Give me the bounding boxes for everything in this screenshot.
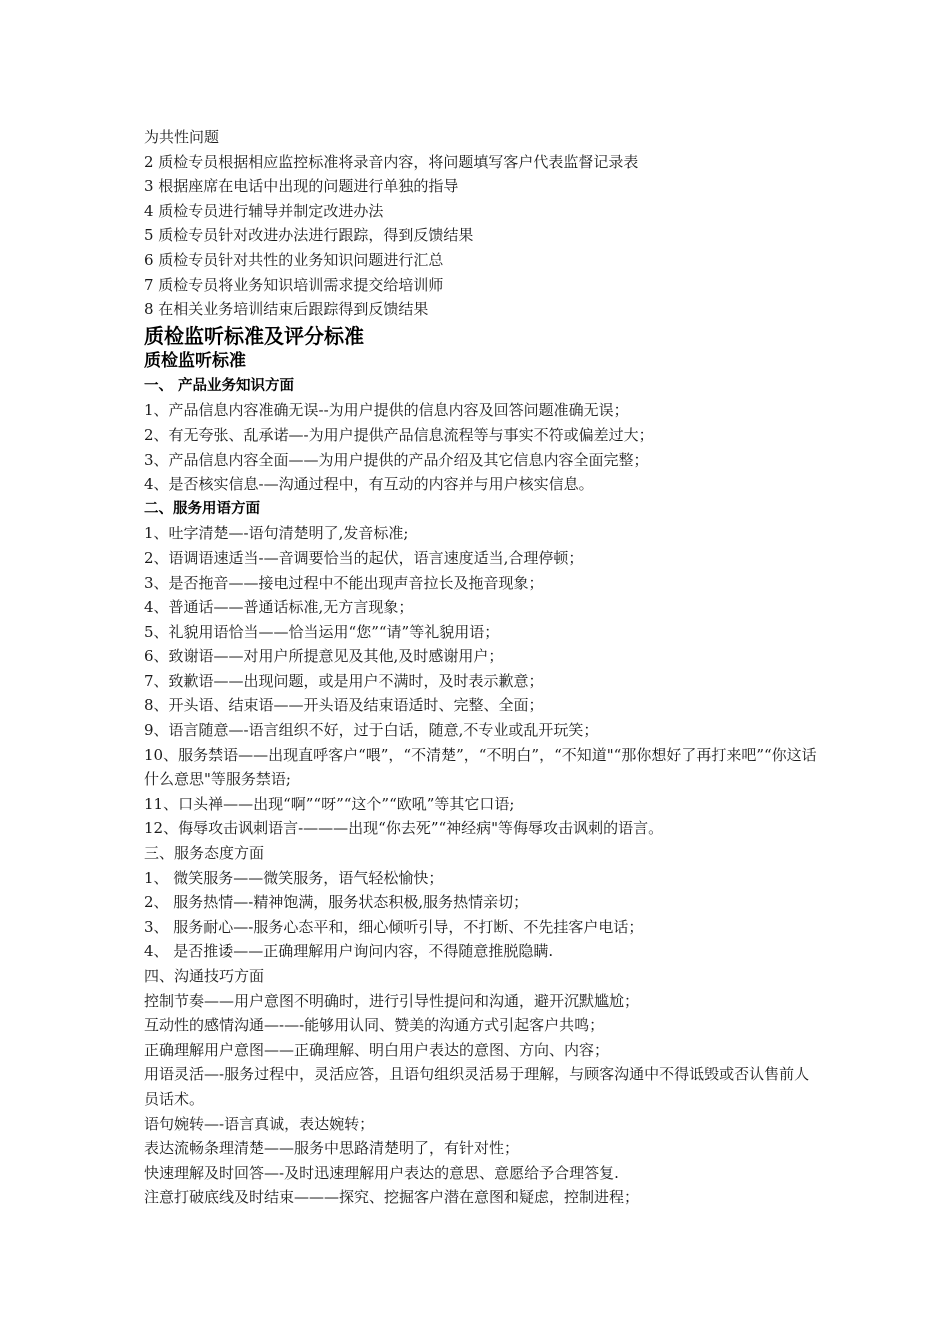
section1-item: 3、产品信息内容全面——为用户提供的产品介绍及其它信息内容全面完整； [144,450,649,469]
section4-item: 控制节奏——用户意图不明确时，进行引导性提问和沟通，避开沉默尴尬； [144,991,640,1010]
section3-item: 1、 微笑服务——微笑服务，语气轻松愉快； [144,868,444,887]
pre-line: 6 质检专员针对共性的业务知识问题进行汇总 [144,250,444,269]
section4-item: 互动性的感情沟通—-—-能够用认同、赞美的沟通方式引起客户共鸣； [144,1016,605,1035]
section4-item: 注意打破底线及时结束———探究、挖掘客户潜在意图和疑虑，控制进程； [144,1188,640,1207]
pre-line: 为共性问题 [144,128,220,146]
section4-item: 快速理解及时回答—-及时迅速理解用户表达的意思、意愿给予合理答复. [144,1163,619,1182]
section4-item: 正确理解用户意图——正确理解、明白用户表达的意图、方向、内容； [144,1040,610,1059]
section4-heading: 四、沟通技巧方面 [144,967,265,985]
section2-item: 2、语调语速适当-—音调要恰当的起伏，语言速度适当,合理停顿； [144,548,584,567]
section4-item: 表达流畅条理清楚——服务中思路清楚明了，有针对性； [144,1139,520,1158]
section2-item: 11、口头禅——出现“啊”“呀”“这个”“欧吼”等其它口语; [144,794,515,813]
section2-item: 8、开头语、结束语——开头语及结束语适时、完整、全面； [144,696,544,715]
section1-item: 4、是否核实信息-—沟通过程中，有互动的内容并与用户核实信息。 [144,475,594,494]
section3-item: 2、 服务热情—-精神饱满，服务状态积极,服务热情亲切； [144,893,529,912]
pre-line: 8 在相关业务培训结束后跟踪得到反馈结果 [144,300,429,319]
section1-heading: 一、 产品业务知识方面 [144,377,295,394]
section2-item: 6、致谢语——对用户所提意见及其他,及时感谢用户； [144,647,504,666]
document-title: 质检监听标准及评分标准 [144,323,364,348]
document-subtitle: 质检监听标准 [144,350,246,371]
section4-item: 语句婉转—-语言真诚，表达婉转； [144,1114,375,1133]
section2-item: 5、礼貌用语恰当——恰当运用“您”“请”等礼貌用语； [144,622,500,641]
section4-item: 用语灵活—-服务过程中，灵活应答，且语句组织灵活易于理解，与顾客沟通中不得诋毁或否认售前人员话术。 [144,1065,810,1108]
pre-line: 2 质检专员根据相应监控标准将录音内容，将问题填写客户代表监督记录表 [144,152,639,171]
section2-item: 3、是否拖音——接电过程中不能出现声音拉长及拖音现象； [144,573,544,592]
pre-line: 4 质检专员进行辅导并制定改进办法 [144,201,384,220]
section3-item: 3、 服务耐心—-服务心态平和，细心倾听引导，不打断、不先挂客户电话； [144,917,644,936]
section1-item: 2、有无夸张、乱承诺—-为用户提供产品信息流程等与事实不符或偏差过大； [144,425,654,444]
section2-item: 10、服务禁语——出现直呼客户“喂”，“不清楚”，“不明白”，“不知道"“那你想好了再打来吧”“你这话什么意思"等服务禁语; [144,745,817,789]
section2-item: 9、语言随意—-语言组织不好，过于白话，随意,不专业或乱开玩笑； [144,721,599,740]
section2-item: 1、吐字清楚—-语句清楚明了,发音标准; [144,524,409,543]
section2-item: 4、普通话——普通话标准,无方言现象； [144,598,414,617]
section3-item: 4、 是否推诿——正确理解用户询问内容，不得随意推脱隐瞒. [144,942,554,961]
pre-list [144,125,824,322]
document-page [144,125,824,1210]
section2-heading: 二、服务用语方面 [144,500,260,517]
pre-line: 5 质检专员针对改进办法进行跟踪，得到反馈结果 [144,226,474,245]
section3-heading: 三、服务态度方面 [144,844,265,863]
pre-line: 3 根据座席在电话中出现的问题进行单独的指导 [144,177,459,196]
section2-item: 7、致歉语——出现问题，或是用户不满时，及时表示歉意； [144,671,544,690]
section1-item: 1、产品信息内容准确无误--为用户提供的信息内容及回答问题准确无误； [144,401,629,420]
section2-item: 12、侮辱攻击讽刺语言-———出现“你去死”“神经病"等侮辱攻击讽刺的语言。 [144,819,664,838]
pre-line: 7 质检专员将业务知识培训需求提交给培训师 [144,275,444,294]
